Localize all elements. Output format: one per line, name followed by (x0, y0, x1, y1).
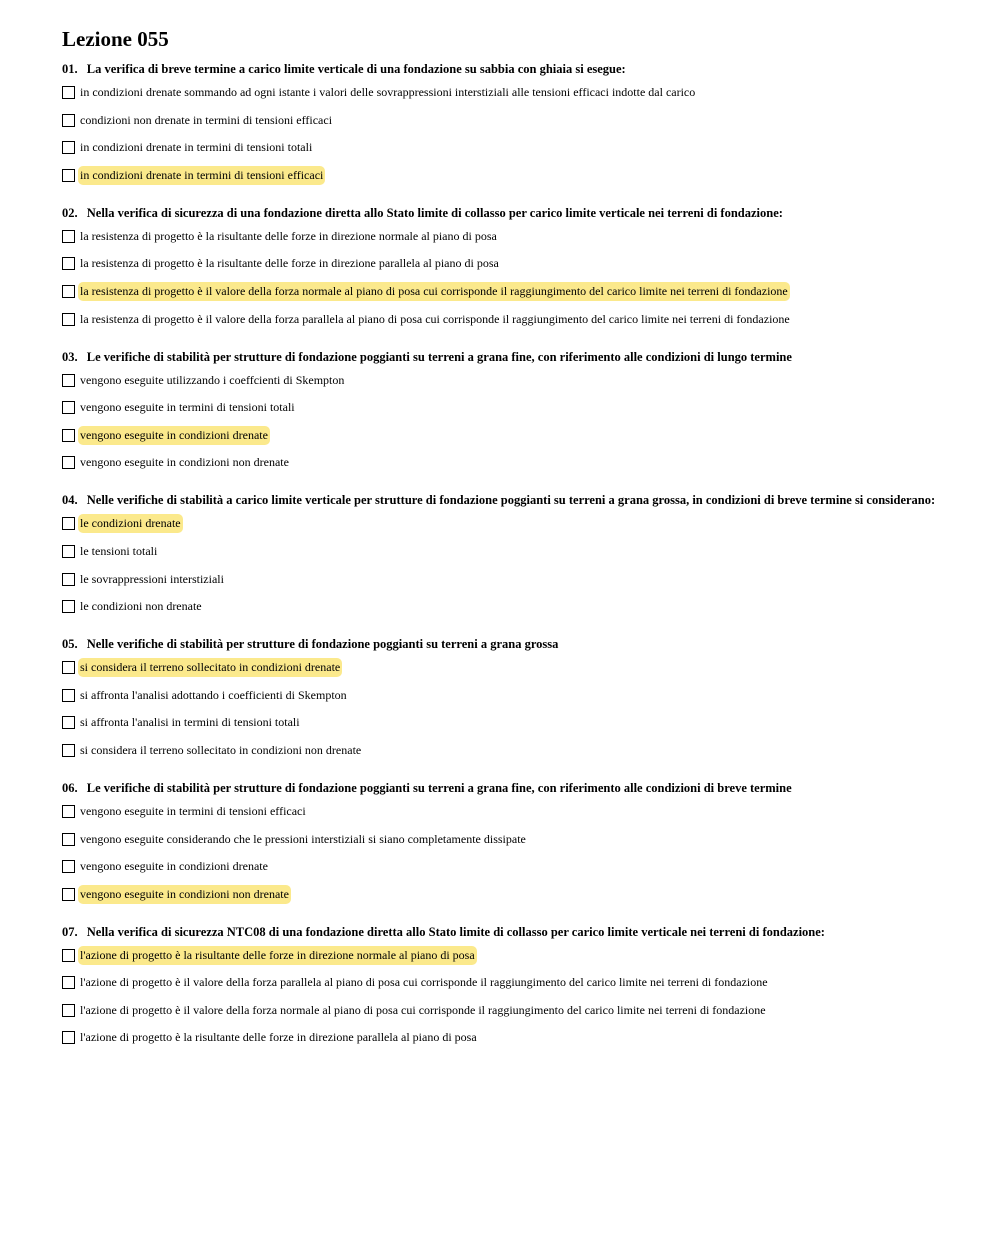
answer-option[interactable] (62, 82, 942, 103)
question-number: 06. (62, 780, 78, 795)
question-block (62, 637, 942, 761)
question-block (62, 62, 942, 186)
answer-checkbox[interactable] (62, 805, 75, 818)
answer-checkbox[interactable] (62, 374, 75, 387)
answer-option[interactable] (62, 226, 942, 247)
answer-checkbox[interactable] (62, 1004, 75, 1017)
answer-text: la resistenza di progetto è la risultante delle forze in direzione parallela al piano di posa (80, 256, 499, 271)
answer-text: la resistenza di progetto è la risultante delle forze in direzione normale al piano di posa (80, 228, 497, 243)
answer-text: vengono eseguite in condizioni drenate (80, 859, 268, 874)
answer-option[interactable] (62, 829, 942, 850)
answer-text: l'azione di progetto è il valore della forza parallela al piano di posa cui corrisponde il raggiungimento del carico limite nei terreni di fondazione (80, 975, 768, 990)
answer-checkbox[interactable] (62, 401, 75, 414)
answer-text: vengono eseguite in termini di tensioni totali (80, 400, 295, 415)
question-block (62, 493, 942, 617)
answer-text-highlighted: vengono eseguite in condizioni drenate (78, 426, 270, 445)
answer-checkbox[interactable] (62, 257, 75, 270)
answer-checkbox[interactable] (62, 285, 75, 298)
question-text (62, 206, 942, 220)
answer-option[interactable] (62, 452, 942, 473)
answer-checkbox[interactable] (62, 744, 75, 757)
answer-checkbox[interactable] (62, 86, 75, 99)
answer-checkbox[interactable] (62, 976, 75, 989)
answer-option[interactable] (62, 945, 942, 966)
answer-checkbox[interactable] (62, 230, 75, 243)
answer-option[interactable] (62, 165, 942, 186)
answer-text: si affronta l'analisi in termini di tensioni totali (80, 715, 300, 730)
answer-option[interactable] (62, 657, 942, 678)
answer-checkbox[interactable] (62, 888, 75, 901)
answer-text: l'azione di progetto è il valore della forza normale al piano di posa cui corrisponde il raggiungimento del carico limite nei terreni di fondazione (80, 1002, 766, 1017)
question-number: 01. (62, 62, 78, 76)
answer-checkbox[interactable] (62, 573, 75, 586)
answer-option[interactable] (62, 685, 942, 706)
answer-checkbox[interactable] (62, 661, 75, 674)
question-label: Nella verifica di sicurezza di una fondazione diretta allo Stato limite di collasso per carico limite verticale nei terreni di fondazione: (86, 205, 783, 220)
answer-checkbox[interactable] (62, 141, 75, 154)
question-number: 07. (62, 924, 78, 939)
question-number: 05. (62, 637, 78, 652)
answer-text: vengono eseguite in termini di tensioni efficaci (80, 803, 306, 818)
question-label: Nelle verifiche di stabilità per strutture di fondazione poggianti su terreni a grana grossa (86, 637, 559, 652)
answer-option[interactable] (62, 110, 942, 131)
answer-text: l'azione di progetto è la risultante delle forze in direzione parallela al piano di posa (80, 1030, 477, 1045)
answer-text: in condizioni drenate in termini di tensioni totali (80, 140, 313, 155)
question-block (62, 350, 942, 474)
answer-text-highlighted: le condizioni drenate (78, 514, 183, 533)
question-label: Nella verifica di sicurezza NTC08 di una fondazione diretta allo Stato limite di collasso per carico limite verticale nei terreni di fondazione: (86, 924, 825, 939)
answer-checkbox[interactable] (62, 114, 75, 127)
answer-checkbox[interactable] (62, 949, 75, 962)
answer-text: vengono eseguite considerando che le pressioni interstiziali si siano completamente dissipate (80, 831, 526, 846)
answer-text: le sovrappressioni interstiziali (80, 571, 224, 586)
question-label: Nelle verifiche di stabilità a carico limite verticale per strutture di fondazione poggianti su terreni a grana grossa, in condizioni di breve termine si considerano: (86, 493, 936, 508)
answer-text-highlighted: in condizioni drenate in termini di tensioni efficaci (78, 166, 325, 185)
answer-text: si considera il terreno sollecitato in condizioni non drenate (80, 742, 362, 757)
answer-option[interactable] (62, 397, 942, 418)
quiz-page (62, 26, 942, 1068)
answer-option[interactable] (62, 541, 942, 562)
question-text (62, 62, 942, 76)
answer-option[interactable] (62, 281, 942, 302)
question-block (62, 925, 942, 1049)
answer-text: si affronta l'analisi adottando i coefficienti di Skempton (80, 687, 347, 702)
answer-option[interactable] (62, 1027, 942, 1048)
answer-option[interactable] (62, 972, 942, 993)
answer-option[interactable] (62, 513, 942, 534)
answer-option[interactable] (62, 884, 942, 905)
answer-text: condizioni non drenate in termini di tensioni efficaci (80, 112, 333, 127)
answer-checkbox[interactable] (62, 716, 75, 729)
answer-option[interactable] (62, 253, 942, 274)
answer-checkbox[interactable] (62, 169, 75, 182)
answer-option[interactable] (62, 856, 942, 877)
answer-text: vengono eseguite utilizzando i coeffcienti di Skempton (80, 372, 345, 387)
answer-checkbox[interactable] (62, 456, 75, 469)
question-block (62, 206, 942, 330)
answer-option[interactable] (62, 801, 942, 822)
answer-text: vengono eseguite in condizioni non drenate (80, 455, 289, 470)
answer-option[interactable] (62, 596, 942, 617)
question-number: 02. (62, 205, 78, 220)
page-title: Lezione 055 (62, 27, 169, 51)
question-number: 04. (62, 493, 78, 508)
answer-text: le tensioni totali (80, 543, 158, 558)
question-number: 03. (62, 349, 78, 364)
question-text (62, 493, 942, 507)
answer-option[interactable] (62, 740, 942, 761)
answer-option[interactable] (62, 309, 942, 330)
answer-option[interactable] (62, 1000, 942, 1021)
answer-checkbox[interactable] (62, 833, 75, 846)
question-label: Le verifiche di stabilità per strutture di fondazione poggianti su terreni a grana fine, con riferimento alle condizioni di breve termine (86, 780, 792, 795)
question-list (62, 62, 942, 1048)
answer-checkbox[interactable] (62, 600, 75, 613)
answer-text: le condizioni non drenate (80, 599, 202, 614)
question-label: La verifica di breve termine a carico limite verticale di una fondazione su sabbia con ghiaia si esegue: (86, 62, 626, 76)
answer-option[interactable] (62, 425, 942, 446)
answer-checkbox[interactable] (62, 689, 75, 702)
answer-text-highlighted: la resistenza di progetto è il valore della forza normale al piano di posa cui corrisponde il raggiungimento del carico limite nei terreni di fondazione (78, 282, 790, 301)
answer-text: in condizioni drenate sommando ad ogni istante i valori delle sovrappressioni interstiziali alle tensioni efficaci indotte dal carico (80, 85, 696, 99)
answer-text-highlighted: si considera il terreno sollecitato in condizioni drenate (78, 658, 342, 677)
question-text (62, 781, 942, 795)
question-text (62, 350, 942, 364)
answer-checkbox[interactable] (62, 517, 75, 530)
answer-checkbox[interactable] (62, 1031, 75, 1044)
answer-option[interactable] (62, 712, 942, 733)
answer-option[interactable] (62, 569, 942, 590)
answer-text: la resistenza di progetto è il valore della forza parallela al piano di posa cui corrisponde il raggiungimento del carico limite nei terreni di fondazione (80, 311, 790, 326)
answer-checkbox[interactable] (62, 860, 75, 873)
answer-text-highlighted: vengono eseguite in condizioni non drenate (78, 885, 291, 904)
question-label: Le verifiche di stabilità per strutture di fondazione poggianti su terreni a grana fine, con riferimento alle condizioni di lungo termine (86, 349, 792, 364)
answer-option[interactable] (62, 137, 942, 158)
question-text (62, 925, 942, 939)
question-block (62, 781, 942, 905)
question-text (62, 637, 942, 651)
answer-text-highlighted: l'azione di progetto è la risultante delle forze in direzione normale al piano di posa (78, 946, 477, 965)
answer-checkbox[interactable] (62, 313, 75, 326)
answer-checkbox[interactable] (62, 429, 75, 442)
answer-option[interactable] (62, 370, 942, 391)
answer-checkbox[interactable] (62, 545, 75, 558)
